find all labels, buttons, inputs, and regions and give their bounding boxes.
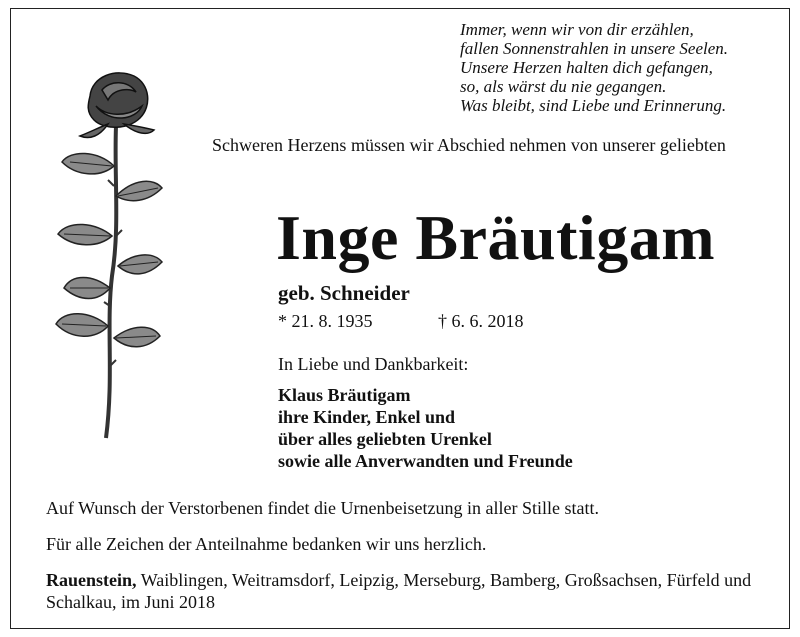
- mourner-line: über alles geliebten Urenkel: [278, 429, 492, 449]
- thanks-notice: Für alle Zeichen der Anteilnahme bedanken wir uns herzlich.: [46, 534, 487, 554]
- rose-icon: [50, 66, 170, 454]
- home-town: Rauenstein,: [46, 570, 137, 590]
- gratitude-line: In Liebe und Dankbarkeit:: [278, 354, 469, 374]
- poem-line: Was bleibt, sind Liebe und Erinnerung.: [460, 96, 727, 115]
- poem-line: Immer, wenn wir von dir erzählen,: [460, 20, 694, 39]
- poem-line: fallen Sonnenstrahlen in unsere Seelen.: [460, 39, 729, 58]
- death-date: † 6. 6. 2018: [438, 311, 524, 331]
- maiden-name: geb. Schneider: [278, 281, 410, 305]
- poem-line: Unsere Herzen halten dich gefangen,: [460, 58, 713, 77]
- deceased-name: Inge Bräutigam: [276, 202, 715, 273]
- mourner-line: ihre Kinder, Enkel und: [278, 407, 456, 427]
- birth-date: * 21. 8. 1935: [278, 311, 373, 331]
- mourners-list: [278, 384, 573, 472]
- intro-text: Schweren Herzens müssen wir Abschied nehmen von unserer geliebten: [212, 135, 726, 155]
- urn-notice: Auf Wunsch der Verstorbenen findet die Urnenbeisetzung in aller Stille statt.: [46, 498, 599, 518]
- poem: [460, 20, 780, 115]
- places-and-date: [46, 569, 786, 613]
- mourner-line: Klaus Bräutigam: [278, 385, 411, 405]
- mourner-line: sowie alle Anverwandten und Freunde: [278, 451, 573, 471]
- poem-line: so, als wärst du nie gegangen.: [460, 77, 667, 96]
- other-places: Waiblingen, Weitramsdorf, Leipzig, Merseburg, Bamberg, Großsachsen, Fürfeld und Schalkau, im Juni 2018: [46, 570, 752, 612]
